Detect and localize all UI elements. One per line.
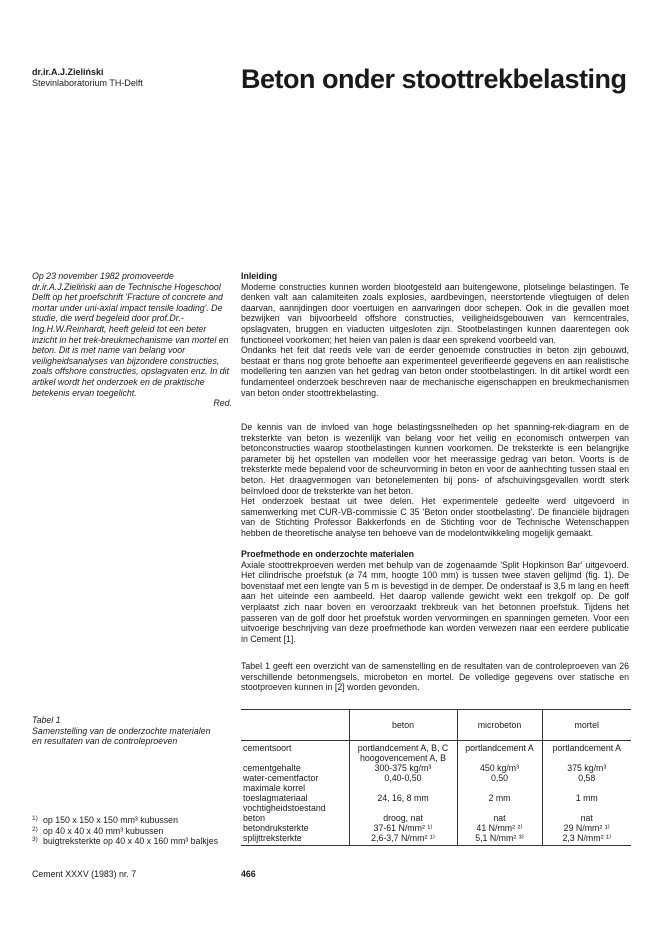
table-footnotes bbox=[32, 815, 237, 847]
table-cell: cementgehalte bbox=[243, 763, 301, 773]
footnote bbox=[32, 826, 237, 837]
table-cell: 2,3 N/mm² ¹⁾ bbox=[542, 833, 631, 846]
table-cell: vochtigheidstoestand beton bbox=[243, 803, 326, 823]
table-header-cell: mortel bbox=[542, 710, 631, 741]
footnote bbox=[32, 836, 237, 847]
table-cell: nat bbox=[542, 803, 631, 823]
table-header-row bbox=[241, 710, 631, 741]
table-cell: 41 N/mm² ²⁾ bbox=[457, 823, 542, 833]
section-method bbox=[241, 549, 629, 644]
table-cell: 2 mm bbox=[457, 783, 542, 803]
footnote-text: op 150 x 150 x 150 mm³ kubussen bbox=[43, 815, 178, 825]
table-cell: droog, nat bbox=[349, 803, 457, 823]
table-row bbox=[241, 763, 631, 773]
paragraph: Ondanks het feit dat reeds vele van de eerder genoemde constructies in beton zijn gebouwd, bestaat er thans nog grote behoefte aan experimenteel geverifieerde gegevens en aan realistische modellering ten aanzien van het gedrag van beton onder stootbelastingen. In dit artikel wordt een fundamenteel onderzoek beschreven naar de mechanische eigenschappen en breukmechanismen van beton onder stoottrekbelasting. bbox=[241, 345, 629, 398]
table-header-cell: microbeton bbox=[457, 710, 542, 741]
table-row bbox=[241, 773, 631, 783]
section-heading-intro: Inleiding bbox=[241, 271, 278, 281]
paragraph: De kennis van de invloed van hoge belastingssnelheden op het spanning-rek-diagram en de treksterkte van beton is wezenlijk van belang voor het veilig en economisch ontwerpen van betonconstructies waarop stootbelastingen kunnen voorkomen. De treksterkte is een belangrijke parameter bij het opstellen van modellen voor het meerassige gedrag van beton. Voorts is de treksterkte mede bepalend voor de scheurvorming in beton en voor de aanhechting tussen staal en beton. Het draagvermogen van betonelementen bij pons- of afschuivingsgevallen wordt sterk beïnvloed door de treksterkte van het beton. bbox=[241, 422, 629, 496]
footnote bbox=[32, 815, 237, 826]
table-row bbox=[241, 783, 631, 803]
table-cell: 0,50 bbox=[457, 773, 542, 783]
section-method-continued bbox=[241, 661, 629, 693]
footnote-mark: 3) bbox=[32, 836, 38, 844]
table-cell: nat bbox=[457, 803, 542, 823]
author-affiliation: Stevinlaboratorium TH-Delft bbox=[32, 78, 143, 88]
paragraph: Tabel 1 geeft een overzicht van de samenstelling en de resultaten van de controleproeven van 26 verschillende betonmengsels, microbeton en mortel. De volledige gegevens over statische en stootproeven kunnen in [2] worden gevonden. bbox=[241, 661, 629, 693]
table-cell: portlandcement A bbox=[542, 741, 631, 764]
table-cell: water-cementfactor bbox=[243, 773, 319, 783]
table-cell: 0,40-0,50 bbox=[349, 773, 457, 783]
footnote-mark: 1) bbox=[32, 815, 38, 822]
table-caption-label: Tabel 1 bbox=[32, 715, 61, 725]
table-cell: maximale korrel toeslagmateriaal bbox=[243, 783, 308, 803]
editorial-signature: Red. bbox=[213, 398, 232, 409]
table-caption bbox=[32, 715, 222, 747]
table-cell: 29 N/mm² ¹⁾ bbox=[542, 823, 631, 833]
results-table bbox=[241, 709, 631, 846]
footnote-text: op 40 x 40 x 40 mm³ kubussen bbox=[43, 825, 164, 836]
paragraph: Axiale stoottrekproeven werden met behulp van de zogenaamde 'Split Hopkinson Bar' uitgevoerd. Het cilindrische proefstuk (⌀ 74 mm, hoogte 100 mm) is tussen twee staven gelijmd (fig. 1). De bovenstaaf met een lengte van 5 m is bevestigd in de demper. De onderstaaf is 3,5 m lang en heeft aan het uiteinde een aambeeld. Het daarop vallende gewicht wekt een trekgolf op. De golf verplaatst zich naar boven en veroorzaakt trekbreuk van het betonnen proefstuk. Tijdens het passeren van de golf door het proefstuk worden vervormingen en spanningen gemeten. Voor een uitvoerige beschrijving van deze proefmethode kan worden verwezen naar een eerdere publicatie in Cement [1]. bbox=[241, 559, 629, 644]
table-cell: 5,1 N/mm² ³⁾ bbox=[457, 833, 542, 846]
table-cell: cementsoort bbox=[243, 743, 292, 753]
table-header-cell bbox=[241, 710, 349, 741]
author-block bbox=[32, 67, 222, 89]
table-cell: splijttreksterkte bbox=[241, 833, 349, 846]
table-cell: 2,6-3,7 N/mm² ¹⁾ bbox=[349, 833, 457, 846]
journal-footer: Cement XXXV (1983) nr. 7 bbox=[32, 869, 137, 879]
table-row bbox=[241, 823, 631, 833]
section-introduction bbox=[241, 271, 629, 398]
paragraph: Moderne constructies kunnen worden blootgesteld aan buitengewone, plotselinge belastingen. Te denken valt aan calamiteiten zoals explosies, aardbevingen, neerstortende vliegtuigen of delen daarvan, aanrijdingen door voertuigen en aanvaringen door schepen. Ook in die gevallen moet bezwijken van bijvoorbeeld offshore constructies, veiligheidsgebouwen van kerncentrales, opslagvaten, bruggen en viaducten uitgesloten zijn. Stootbelastingen kunnen daarentegen ook functioneel voorkomen; het heien van palen is daar een sprekend voorbeeld van. bbox=[241, 281, 629, 345]
paragraph: Het onderzoek bestaat uit twee delen. Het experimentele gedeelte werd uitgevoerd in samenwerking met CUR-VB-commissie C 35 'Beton onder stootbelasting'. De financiële bijdragen van de Stichting Professor Bakkerfonds en de Stichting voor de Technische Wetenschappen hebben de theoretische analyse ten behoeve van de modelontwikkeling mogelijk gemaakt. bbox=[241, 496, 629, 538]
table-cell: betondruksterkte bbox=[243, 823, 309, 833]
table-cell: 1 mm bbox=[542, 783, 631, 803]
page-number: 466 bbox=[241, 869, 256, 879]
article-title: Beton onder stoottrekbelasting bbox=[241, 64, 627, 94]
table-cell: 375 kg/m³ bbox=[542, 763, 631, 773]
table-cell: 0,58 bbox=[542, 773, 631, 783]
table-row bbox=[241, 741, 631, 764]
table-caption-text: Samenstelling van de onderzochte materialen en resultaten van de controleproeven bbox=[32, 725, 211, 747]
table-row bbox=[241, 833, 631, 846]
table-cell: 37-61 N/mm² ¹⁾ bbox=[349, 823, 457, 833]
section-continued bbox=[241, 422, 629, 539]
footnote-text: buigtreksterkte op 40 x 40 x 160 mm³ balkjes bbox=[43, 836, 219, 847]
table-cell: portlandcement A, B, C hoogovencement A, B bbox=[349, 741, 457, 764]
editorial-note bbox=[32, 271, 232, 409]
table-cell: portlandcement A bbox=[457, 741, 542, 764]
footnote-mark: 2) bbox=[32, 825, 38, 833]
table-cell: 450 kg/m³ bbox=[457, 763, 542, 773]
table-cell: 24, 16, 8 mm bbox=[349, 783, 457, 803]
table-row bbox=[241, 803, 631, 823]
table-header-cell: beton bbox=[349, 710, 457, 741]
author-name: dr.ir.A.J.Zieliński bbox=[32, 67, 104, 77]
editorial-note-text: Op 23 november 1982 promoveerde dr.ir.A.J.Zieliński aan de Technische Hogeschool Delft op het proefschrift 'Fracture of concrete and mortar under uni-axial impact tensile loading'. De studie, die werd begeleid door prof.Dr.-Ing.H.W.Reinhardt, heeft geleid tot een beter inzicht in het trek-breukmechanisme van mortel en beton. Dit is met name van belang voor veiligheidsanalyses van bijzondere constructies, zoals offshore constructies, opslagvaten enz. In dit artikel wordt het onderzoek en de praktische betekenis ervan toegelicht. bbox=[32, 271, 230, 398]
table-cell: 300-375 kg/m³ bbox=[349, 763, 457, 773]
section-heading-method: Proefmethode en onderzochte materialen bbox=[241, 549, 415, 559]
